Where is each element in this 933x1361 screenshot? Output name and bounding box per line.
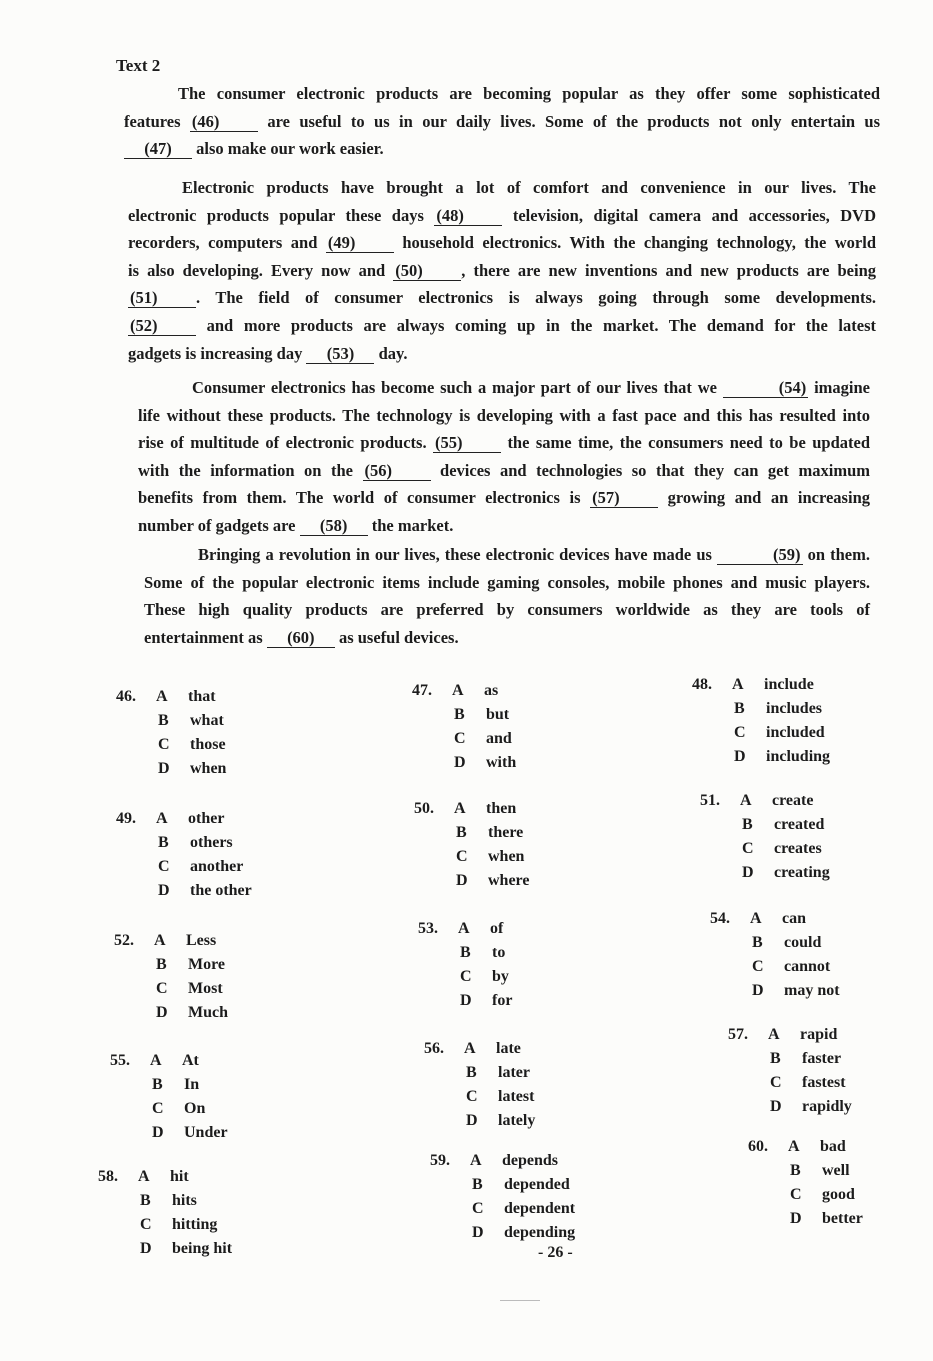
paragraph-text: with the information on the xyxy=(138,460,363,480)
option-text: faster xyxy=(802,1050,842,1067)
option-text: well xyxy=(822,1162,850,1179)
option-d[interactable] xyxy=(466,1112,535,1130)
option-b[interactable] xyxy=(752,934,821,952)
paragraph-text: television, digital camera and accessories, DVD xyxy=(502,205,876,225)
option-a[interactable] xyxy=(454,800,516,818)
option-letter: D xyxy=(454,754,466,771)
option-b[interactable] xyxy=(152,1076,199,1094)
option-letter: A xyxy=(732,676,744,693)
option-d[interactable] xyxy=(734,748,830,766)
option-letter: C xyxy=(460,968,472,985)
paragraph-text: is also developing. Every now and xyxy=(128,260,394,280)
question-number: 50. xyxy=(414,800,434,817)
option-text: lately xyxy=(498,1112,536,1129)
option-letter: C xyxy=(454,730,466,747)
option-letter: A xyxy=(150,1052,162,1069)
paragraph-text: life without these products. The technology is developing with a fast pace and this has resulted into xyxy=(138,405,870,425)
option-c[interactable] xyxy=(752,958,830,976)
option-text: what xyxy=(190,712,224,729)
option-text: cannot xyxy=(784,958,831,975)
option-letter: B xyxy=(460,944,471,961)
option-letter: A xyxy=(154,932,166,949)
option-c[interactable] xyxy=(770,1074,846,1092)
paragraph-text: the same time, the consumers need to be updated xyxy=(501,433,870,453)
paragraph-text: , there are new inventions and new products are being xyxy=(461,260,876,280)
answer-blank: (55) xyxy=(433,434,501,453)
option-text: where xyxy=(488,872,530,889)
option-text: for xyxy=(492,992,513,1009)
option-letter: D xyxy=(742,864,754,881)
option-a[interactable] xyxy=(470,1152,558,1170)
option-a[interactable] xyxy=(750,910,806,928)
option-text: latest xyxy=(498,1088,535,1105)
option-text: and xyxy=(486,730,512,747)
scan-mark xyxy=(500,1300,540,1301)
option-letter: B xyxy=(156,956,167,973)
option-b[interactable] xyxy=(472,1176,570,1194)
option-letter: B xyxy=(152,1076,163,1093)
option-c[interactable] xyxy=(460,968,509,986)
option-letter: A xyxy=(740,792,752,809)
paragraph-text: Electronic products have brought a lot of comfort and convenience in our lives. The xyxy=(182,178,876,197)
paragraph-4 xyxy=(144,541,870,651)
paragraph-text: on them. xyxy=(802,545,870,564)
option-text: can xyxy=(782,910,806,927)
option-text: depends xyxy=(502,1152,559,1169)
option-letter: B xyxy=(454,706,465,723)
option-text: by xyxy=(492,968,509,985)
option-text: includes xyxy=(766,700,823,717)
paragraph-text: . The field of consumer electronics is always going through some developments. xyxy=(196,288,876,308)
answer-blank: (48) xyxy=(434,207,502,226)
option-text: that xyxy=(188,688,216,705)
paragraph-text: household electronics. With the changing technology, the world xyxy=(393,233,877,253)
option-letter: A xyxy=(750,910,762,927)
question-number: 59. xyxy=(430,1152,450,1169)
option-c[interactable] xyxy=(456,848,524,866)
option-b[interactable] xyxy=(456,824,523,842)
option-letter: D xyxy=(456,872,468,889)
option-d[interactable] xyxy=(460,992,512,1010)
option-letter: D xyxy=(752,982,764,999)
option-a[interactable] xyxy=(452,682,498,700)
option-d[interactable] xyxy=(742,864,830,882)
question-number: 49. xyxy=(116,810,136,827)
option-letter: A xyxy=(454,800,466,817)
option-a[interactable] xyxy=(740,792,813,810)
option-a[interactable] xyxy=(150,1052,199,1070)
option-d[interactable] xyxy=(456,872,529,890)
option-letter: D xyxy=(734,748,746,765)
option-text: but xyxy=(486,706,510,723)
paragraph-text: as useful devices. xyxy=(334,627,459,647)
option-text: when xyxy=(488,848,525,865)
option-letter: B xyxy=(790,1162,801,1179)
option-c[interactable] xyxy=(158,858,243,876)
option-text: with xyxy=(486,754,517,771)
paragraph-text: rise of multitude of electronic products. xyxy=(138,433,434,453)
paragraph-1 xyxy=(124,80,880,163)
option-text: bad xyxy=(820,1138,846,1155)
option-text: depending xyxy=(504,1224,576,1241)
option-text: Much xyxy=(188,1004,228,1021)
paragraph-line xyxy=(138,402,870,430)
option-text: Less xyxy=(186,932,217,949)
option-letter: B xyxy=(456,824,467,841)
option-c[interactable] xyxy=(454,730,512,748)
paragraph-line xyxy=(128,229,876,257)
option-d[interactable] xyxy=(454,754,516,772)
paragraph-text: number of gadgets are xyxy=(138,515,300,535)
paragraph-line xyxy=(138,457,870,485)
option-letter: B xyxy=(472,1176,483,1193)
option-text: depended xyxy=(504,1176,570,1193)
page-number: - 26 - xyxy=(538,1244,573,1261)
answer-blank: (50) xyxy=(393,262,461,281)
option-text: being hit xyxy=(172,1240,233,1257)
paragraph-text: day. xyxy=(374,343,408,363)
option-text: of xyxy=(490,920,504,937)
answer-blank: (59) xyxy=(717,546,803,565)
option-letter: D xyxy=(466,1112,478,1129)
option-letter: C xyxy=(734,724,746,741)
option-letter: C xyxy=(158,858,170,875)
option-text: fastest xyxy=(802,1074,846,1091)
option-text: when xyxy=(190,760,227,777)
option-letter: D xyxy=(770,1098,782,1115)
option-letter: C xyxy=(158,736,170,753)
paragraph-line xyxy=(138,512,870,540)
option-text: later xyxy=(498,1064,530,1081)
paragraph-2 xyxy=(128,174,876,367)
option-text: to xyxy=(492,944,506,961)
option-c[interactable] xyxy=(790,1186,855,1204)
answer-blank: (58) xyxy=(300,517,368,536)
option-letter: A xyxy=(156,810,168,827)
paragraph-line xyxy=(144,569,870,597)
option-text: other xyxy=(188,810,225,827)
paragraph-line xyxy=(138,429,870,457)
answer-blank: (52) xyxy=(128,317,196,336)
option-text: including xyxy=(766,748,831,765)
paragraph-text: electronic products popular these days xyxy=(128,205,435,225)
option-text: there xyxy=(488,824,524,841)
option-letter: A xyxy=(788,1138,800,1155)
question-number: 52. xyxy=(114,932,134,949)
option-letter: C xyxy=(790,1186,802,1203)
paragraph-line xyxy=(128,340,876,368)
option-letter: A xyxy=(458,920,470,937)
option-letter: A xyxy=(470,1152,482,1169)
question-number: 53. xyxy=(418,920,438,937)
paragraph-line xyxy=(124,108,880,136)
question-number: 58. xyxy=(98,1168,118,1185)
paragraph-text: devices and technologies so that they can get maximum xyxy=(430,460,870,480)
question-number: 57. xyxy=(728,1026,748,1043)
option-a[interactable] xyxy=(156,810,224,828)
option-text: creating xyxy=(774,864,830,881)
option-text: could xyxy=(784,934,822,951)
paragraph-3 xyxy=(138,374,870,540)
question-number: 51. xyxy=(700,792,720,809)
option-c[interactable] xyxy=(158,736,226,754)
option-letter: D xyxy=(140,1240,152,1257)
option-d[interactable] xyxy=(156,1004,228,1022)
option-text: hits xyxy=(172,1192,197,1209)
question-number: 56. xyxy=(424,1040,444,1057)
paragraph-text: imagine xyxy=(808,378,870,397)
option-text: On xyxy=(184,1100,206,1117)
option-text: create xyxy=(772,792,814,809)
option-letter: C xyxy=(770,1074,782,1091)
option-text: good xyxy=(822,1186,855,1203)
paragraph-text: Some of the popular electronic items include gaming consoles, mobile phones and music players. xyxy=(144,572,870,592)
paragraph-line xyxy=(144,624,870,652)
option-text: better xyxy=(822,1210,863,1227)
option-letter: D xyxy=(472,1224,484,1241)
option-c[interactable] xyxy=(742,840,822,858)
paragraph-text: These high quality products are preferred by consumers worldwide as they are tools of xyxy=(144,600,870,620)
option-b[interactable] xyxy=(790,1162,850,1180)
option-letter: D xyxy=(156,1004,168,1021)
paragraph-text: The consumer electronic products are becoming popular as they offer some sophisticated xyxy=(178,84,880,103)
section-title: Text 2 xyxy=(116,56,161,75)
option-text: hitting xyxy=(172,1216,218,1233)
option-d[interactable] xyxy=(158,760,226,778)
option-b[interactable] xyxy=(734,700,822,718)
option-letter: C xyxy=(472,1200,484,1217)
option-c[interactable] xyxy=(152,1100,205,1118)
option-b[interactable] xyxy=(158,712,224,730)
option-letter: A xyxy=(464,1040,476,1057)
option-c[interactable] xyxy=(734,724,825,742)
option-text: rapid xyxy=(800,1026,838,1043)
option-text: included xyxy=(766,724,825,741)
option-letter: D xyxy=(460,992,472,1009)
paragraph-text: and more products are always coming up in the market. The demand for the latest xyxy=(196,315,876,335)
option-text: another xyxy=(190,858,244,875)
option-b[interactable] xyxy=(140,1192,197,1210)
paragraph-line xyxy=(144,541,870,569)
question-number: 47. xyxy=(412,682,432,699)
answer-blank: (56) xyxy=(363,462,431,481)
option-text: hit xyxy=(170,1168,189,1185)
paragraph-text: gadgets is increasing day xyxy=(128,343,307,363)
option-d[interactable] xyxy=(790,1210,863,1228)
option-text: At xyxy=(182,1052,199,1069)
option-letter: D xyxy=(158,760,170,777)
option-letter: B xyxy=(158,712,169,729)
paragraph-line xyxy=(138,484,870,512)
option-d[interactable] xyxy=(140,1240,232,1258)
option-d[interactable] xyxy=(770,1098,852,1116)
option-letter: C xyxy=(752,958,764,975)
paragraph-text: recorders, computers and xyxy=(128,233,326,253)
paragraph-text: benefits from them. The world of consumer electronics is xyxy=(138,488,591,508)
option-text: then xyxy=(486,800,517,817)
answer-blank: (53) xyxy=(306,345,374,364)
option-text: creates xyxy=(774,840,822,857)
option-text: In xyxy=(184,1076,200,1093)
option-a[interactable] xyxy=(732,676,814,694)
answer-blank: (46) xyxy=(190,113,258,132)
option-letter: B xyxy=(770,1050,781,1067)
paragraph-text: Consumer electronics has become such a major part of our lives that we xyxy=(192,378,723,397)
option-letter: A xyxy=(452,682,464,699)
answer-blank: (60) xyxy=(267,629,335,648)
option-letter: C xyxy=(466,1088,478,1105)
paragraph-text: growing and an increasing xyxy=(658,488,870,508)
option-a[interactable] xyxy=(788,1138,846,1156)
option-text: late xyxy=(496,1040,521,1057)
option-letter: B xyxy=(466,1064,477,1081)
option-letter: A xyxy=(138,1168,150,1185)
paragraph-text: Bringing a revolution in our lives, these electronic devices have made us xyxy=(198,545,718,564)
option-letter: A xyxy=(768,1026,780,1043)
answer-blank: (54) xyxy=(723,379,809,398)
option-text: the other xyxy=(190,882,252,899)
option-text: include xyxy=(764,676,814,693)
option-text: More xyxy=(188,956,226,973)
question-number: 46. xyxy=(116,688,136,705)
answer-blank: (47) xyxy=(124,140,192,159)
option-c[interactable] xyxy=(156,980,223,998)
option-text: Under xyxy=(184,1124,228,1141)
option-a[interactable] xyxy=(458,920,503,938)
option-letter: B xyxy=(140,1192,151,1209)
paragraph-line xyxy=(128,284,876,312)
option-letter: B xyxy=(158,834,169,851)
option-text: created xyxy=(774,816,825,833)
option-text: those xyxy=(190,736,226,753)
paragraph-line xyxy=(128,202,876,230)
option-b[interactable] xyxy=(158,834,233,852)
option-d[interactable] xyxy=(472,1224,575,1242)
question-number: 48. xyxy=(692,676,712,693)
paragraph-text: are useful to us in our daily lives. Some of the products not only entertain us xyxy=(257,111,881,131)
option-letter: B xyxy=(742,816,753,833)
option-b[interactable] xyxy=(742,816,824,834)
option-text: others xyxy=(190,834,233,851)
option-b[interactable] xyxy=(466,1064,530,1082)
paragraph-text: also make our work easier. xyxy=(192,139,384,159)
option-a[interactable] xyxy=(768,1026,837,1044)
paragraph-line xyxy=(138,374,870,402)
option-letter: D xyxy=(790,1210,802,1227)
option-letter: C xyxy=(742,840,754,857)
option-letter: C xyxy=(456,848,468,865)
option-text: may not xyxy=(784,982,840,999)
option-c[interactable] xyxy=(466,1088,534,1106)
option-b[interactable] xyxy=(770,1050,841,1068)
paragraph-line xyxy=(128,312,876,340)
paragraph-line xyxy=(124,80,880,108)
option-c[interactable] xyxy=(140,1216,217,1234)
paragraph-text: features xyxy=(124,111,190,131)
paragraph-line xyxy=(128,257,876,285)
paragraph-line xyxy=(144,596,870,624)
option-text: dependent xyxy=(504,1200,576,1217)
paragraph-text: the market. xyxy=(367,515,454,535)
option-c[interactable] xyxy=(472,1200,575,1218)
paragraph-line xyxy=(124,135,880,163)
option-letter: D xyxy=(158,882,170,899)
option-d[interactable] xyxy=(152,1124,228,1142)
question-number: 54. xyxy=(710,910,730,927)
paragraph-line xyxy=(128,174,876,202)
option-letter: C xyxy=(140,1216,152,1233)
question-number: 55. xyxy=(110,1052,130,1069)
option-a[interactable] xyxy=(156,688,216,706)
option-d[interactable] xyxy=(752,982,840,1000)
answer-blank: (51) xyxy=(128,289,196,308)
option-b[interactable] xyxy=(156,956,225,974)
question-number: 60. xyxy=(748,1138,768,1155)
option-letter: B xyxy=(734,700,745,717)
option-a[interactable] xyxy=(154,932,216,950)
option-a[interactable] xyxy=(138,1168,189,1186)
option-letter: C xyxy=(156,980,168,997)
option-d[interactable] xyxy=(158,882,252,900)
option-b[interactable] xyxy=(454,706,509,724)
answer-blank: (49) xyxy=(326,234,394,253)
option-b[interactable] xyxy=(460,944,505,962)
option-text: Most xyxy=(188,980,223,997)
option-letter: B xyxy=(752,934,763,951)
option-text: as xyxy=(484,682,499,699)
option-letter: C xyxy=(152,1100,164,1117)
paragraph-text: entertainment as xyxy=(144,627,267,647)
answer-blank: (57) xyxy=(590,489,658,508)
option-text: rapidly xyxy=(802,1098,852,1115)
option-letter: D xyxy=(152,1124,164,1141)
option-a[interactable] xyxy=(464,1040,521,1058)
option-letter: A xyxy=(156,688,168,705)
